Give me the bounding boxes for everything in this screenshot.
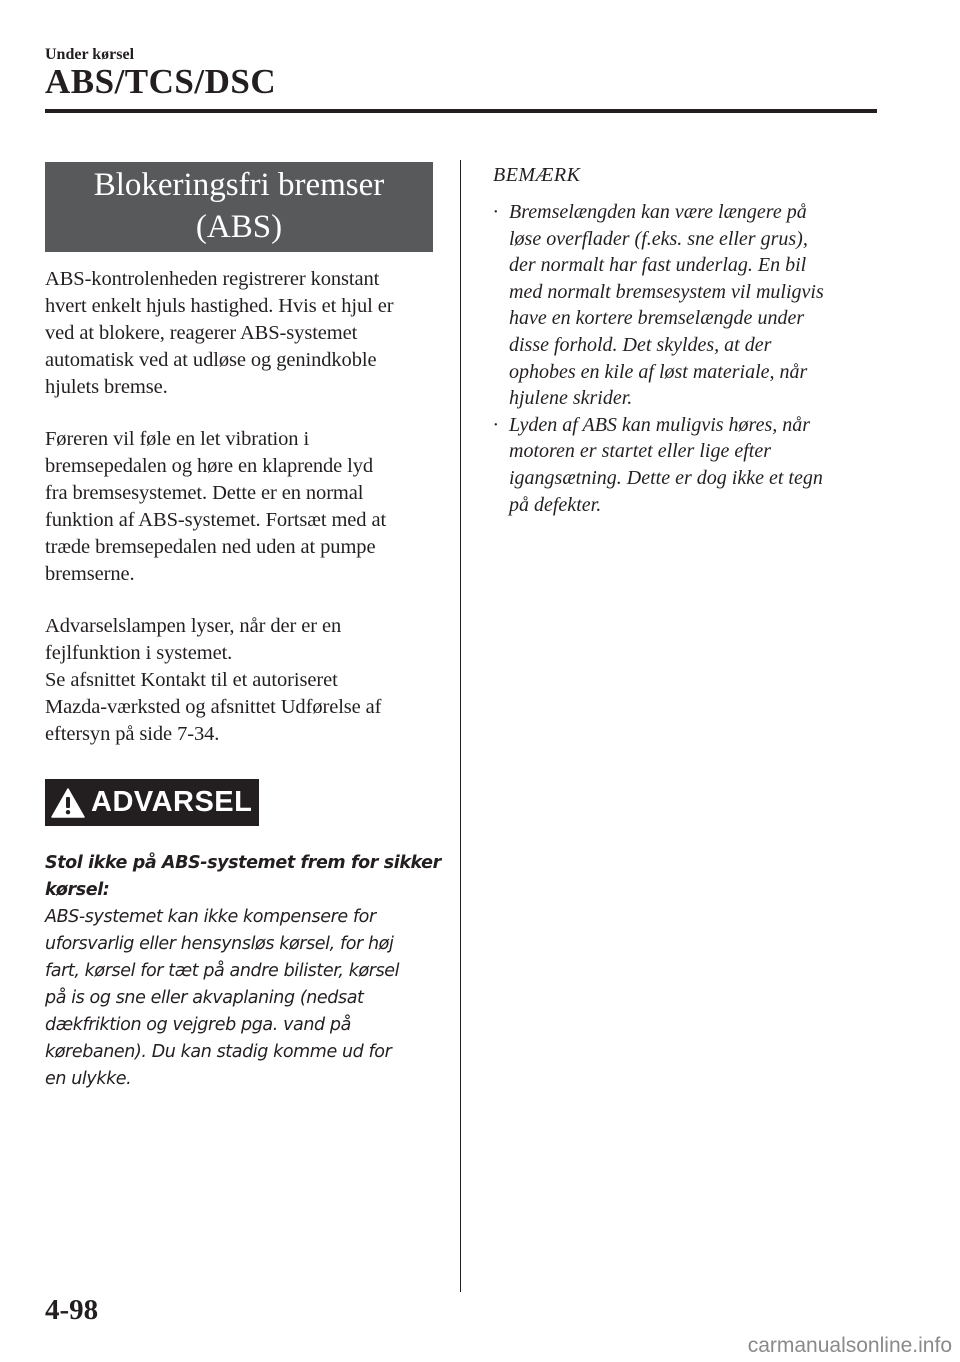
warning-triangle-icon [51,788,85,818]
warning-body-line: på is og sne eller akvaplaning (nedsat [45,988,364,1008]
warning-badge [45,779,259,826]
warning-body-line: ABS-systemet kan ikke kompensere for [45,907,376,927]
page-number: 4-98 [45,1294,99,1326]
paragraph-line: fra bremsesystemet. Dette er en normal [45,482,364,504]
note-bullet [493,412,893,518]
header-section-label: Under kørsel [45,46,135,63]
bullet-line: hjulene skrider. [509,387,633,410]
warning-body-line: en ulykke. [45,1069,132,1089]
left-column [45,162,441,1093]
paragraph-line: Advarselslampen lyser, når der er en [45,615,342,637]
bullet-line: motoren er startet eller lige efter [509,440,771,463]
bullet-line: der normalt har fast underlag. En bil [509,254,807,277]
paragraph-line: fejlfunktion i systemet. [45,642,233,664]
section-heading [45,162,433,252]
body-paragraph [45,613,435,748]
paragraph-line: bremsepedalen og høre en klaprende lyd [45,455,374,477]
paragraph-line: funktion af ABS-systemet. Fortsæt med at [45,509,387,531]
section-heading-line: (ABS) [195,209,283,245]
bullet-line: med normalt bremsesystem vil muligvis [509,280,824,303]
paragraph-line: hvert enkelt hjuls hastighed. Hvis et hjul er [45,295,394,317]
paragraph-line: eftersyn på side 7-34. [45,723,220,745]
paragraph-line: Se afsnittet Kontakt til et autoriseret [45,669,338,691]
column-divider [460,160,461,1292]
paragraph-line: ved at blokere, reagerer ABS-systemet [45,322,358,344]
bullet-line: disse forhold. Det skyldes, at der [509,333,772,356]
note-bullet [493,199,893,412]
section-heading-line: Blokeringsfri bremser [93,167,385,203]
bullet-dot: · [493,201,498,223]
note-heading: BEMÆRK [493,164,581,186]
bullet-line: ophobes en kile af løst materiale, når [509,360,808,383]
right-column [493,162,893,518]
bullet-line: Lyden af ABS kan muligvis høres, når [509,413,811,436]
warning-body-line: fart, kørsel for tæt på andre bilister, kørsel [45,961,400,981]
warning-label: ADVARSEL [91,786,253,818]
bullet-line: løse overflader (f.eks. sne eller grus), [509,227,808,250]
paragraph-line: Føreren vil føle en let vibration i [45,428,310,450]
paragraph-line: automatisk ved at udløse og genindkoble [45,349,377,371]
warning-body [45,904,435,1093]
paragraph-line: hjulets bremse. [45,376,168,398]
warning-text [45,850,441,1093]
paragraph-line: ABS-kontrolenheden registrerer konstant [45,268,380,290]
warning-body-line: dækfriktion og vejgreb pga. vand på [45,1015,351,1035]
header-rule [45,109,877,113]
bullet-line: have en kortere bremselængde under [509,307,805,330]
paragraph-line: træde bremsepedalen ned uden at pumpe [45,536,376,558]
warning-heading [45,850,441,904]
body-paragraph [45,426,435,588]
warning-body-line: uforsvarlig eller hensynsløs kørsel, for høj [45,934,394,954]
paragraph-line: Mazda-værksted og afsnittet Udførelse af [45,696,382,718]
paragraph-line: bremserne. [45,563,135,585]
body-paragraph [45,266,435,401]
bullet-line: på defekter. [509,493,602,516]
bullet-line: igangsætning. Dette er dog ikke et tegn [509,466,823,489]
warning-heading-line: Stol ikke på ABS-systemet frem for sikker [45,853,441,873]
warning-body-line: kørebanen). Du kan stadig komme ud for [45,1042,392,1062]
watermark-text[interactable]: carmanualsonline.info [747,1334,952,1357]
bullet-dot: · [493,413,498,436]
bullet-line: Bremselængden kan være længere på [509,201,807,223]
header-title: ABS/TCS/DSC [45,62,277,101]
warning-heading-line: kørsel: [45,880,110,900]
